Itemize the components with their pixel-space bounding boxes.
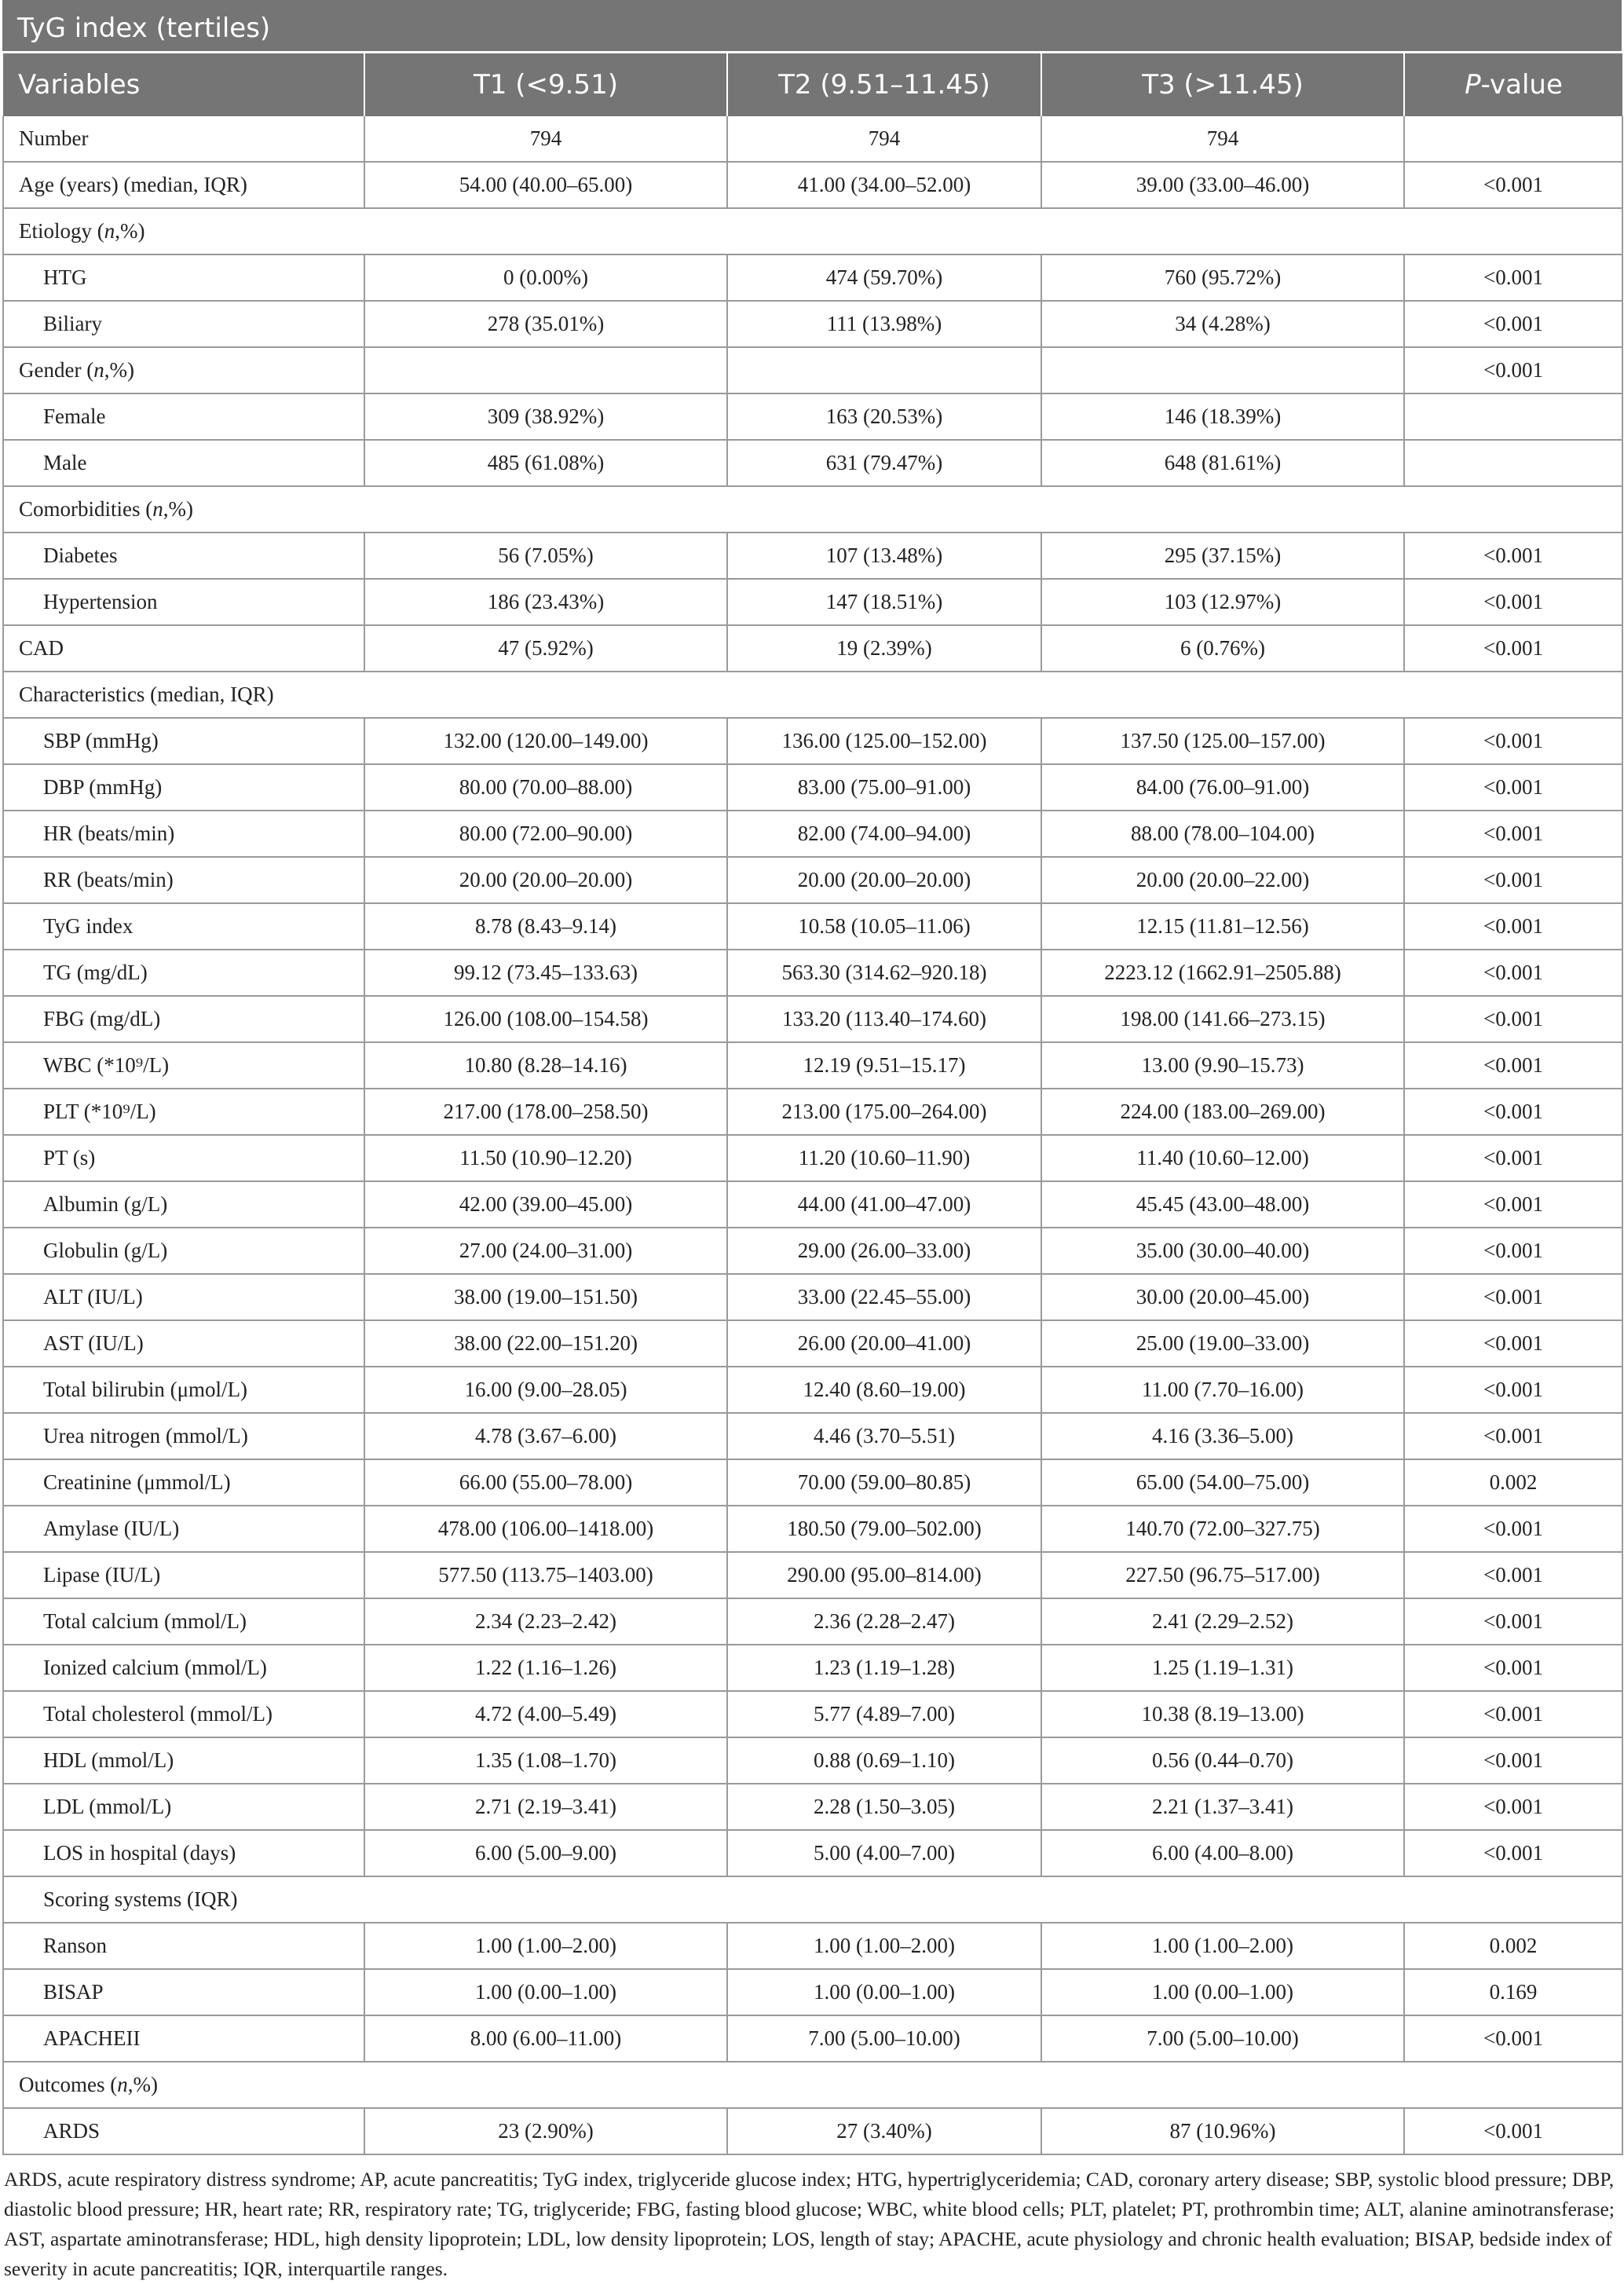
t3-cell: 794 <box>1041 116 1404 162</box>
p-value-cell: <0.001 <box>1404 811 1622 857</box>
section-label: Etiology (n,%) <box>3 208 1622 254</box>
table-row <box>3 393 1622 440</box>
table-row <box>3 1737 1622 1784</box>
p-value-cell <box>1404 116 1622 162</box>
variable-label: SBP (mmHg) <box>3 718 364 764</box>
p-value-cell: 0.002 <box>1404 1459 1622 1506</box>
table-row <box>3 579 1622 625</box>
table-row <box>3 1042 1622 1089</box>
p-value-cell: <0.001 <box>1404 1181 1622 1228</box>
variable-label: Globulin (g/L) <box>3 1228 364 1274</box>
t3-cell: 198.00 (141.66–273.15) <box>1041 996 1404 1042</box>
variable-label: Biliary <box>3 301 364 347</box>
variable-label: Hypertension <box>3 579 364 625</box>
t1-cell: 2.34 (2.23–2.42) <box>364 1598 727 1645</box>
table-row <box>3 1923 1622 1969</box>
variable-label: DBP (mmHg) <box>3 764 364 811</box>
t2-cell: 11.20 (10.60–11.90) <box>727 1135 1041 1181</box>
header-t3: T3 (>11.45) <box>1041 53 1404 116</box>
variable-label: Creatinine (μmmol/L) <box>3 1459 364 1506</box>
variable-label: Ranson <box>3 1923 364 1969</box>
t2-cell: 4.46 (3.70–5.51) <box>727 1413 1041 1459</box>
t1-cell: 6.00 (5.00–9.00) <box>364 1830 727 1876</box>
t1-cell: 47 (5.92%) <box>364 625 727 672</box>
t3-cell: 2.41 (2.29–2.52) <box>1041 1598 1404 1645</box>
variable-label: Age (years) (median, IQR) <box>3 162 364 208</box>
t3-cell: 13.00 (9.90–15.73) <box>1041 1042 1404 1089</box>
p-value-cell <box>1404 393 1622 440</box>
table-row <box>3 116 1622 162</box>
t1-cell: 217.00 (178.00–258.50) <box>364 1089 727 1135</box>
table-row <box>3 950 1622 996</box>
t2-cell: 33.00 (22.45–55.00) <box>727 1274 1041 1320</box>
t1-cell: 1.22 (1.16–1.26) <box>364 1645 727 1691</box>
p-value-cell: <0.001 <box>1404 1089 1622 1135</box>
table-row <box>3 254 1622 301</box>
t2-cell: 290.00 (95.00–814.00) <box>727 1552 1041 1598</box>
table-title: TyG index (tertiles) <box>2 0 1622 53</box>
t3-cell: 45.45 (43.00–48.00) <box>1041 1181 1404 1228</box>
variable-label: TG (mg/dL) <box>3 950 364 996</box>
variable-label: HR (beats/min) <box>3 811 364 857</box>
section-label: Comorbidities (n,%) <box>3 486 1622 533</box>
variable-label: Total bilirubin (μmol/L) <box>3 1367 364 1413</box>
t3-cell: 1.25 (1.19–1.31) <box>1041 1645 1404 1691</box>
p-value-cell: <0.001 <box>1404 579 1622 625</box>
t1-cell: 10.80 (8.28–14.16) <box>364 1042 727 1089</box>
t1-cell: 54.00 (40.00–65.00) <box>364 162 727 208</box>
t2-cell: 631 (79.47%) <box>727 440 1041 486</box>
p-value-cell: <0.001 <box>1404 903 1622 950</box>
t1-cell: 1.00 (0.00–1.00) <box>364 1969 727 2015</box>
t2-cell: 5.77 (4.89–7.00) <box>727 1691 1041 1737</box>
p-value-cell: <0.001 <box>1404 1506 1622 1552</box>
table-row <box>3 2015 1622 2062</box>
table-row <box>3 1228 1622 1274</box>
table-row <box>3 1413 1622 1459</box>
t2-cell: 794 <box>727 116 1041 162</box>
t2-cell: 5.00 (4.00–7.00) <box>727 1830 1041 1876</box>
p-value-cell: <0.001 <box>1404 1645 1622 1691</box>
t2-cell: 474 (59.70%) <box>727 254 1041 301</box>
variable-label: Female <box>3 393 364 440</box>
p-value-cell: <0.001 <box>1404 2015 1622 2062</box>
p-value-cell: <0.001 <box>1404 857 1622 903</box>
p-value-cell: <0.001 <box>1404 1598 1622 1645</box>
t3-cell: 11.40 (10.60–12.00) <box>1041 1135 1404 1181</box>
t3-cell: 295 (37.15%) <box>1041 533 1404 579</box>
table-row <box>3 2108 1622 2154</box>
t3-cell: 88.00 (78.00–104.00) <box>1041 811 1404 857</box>
variable-label: HTG <box>3 254 364 301</box>
t3-cell: 34 (4.28%) <box>1041 301 1404 347</box>
t2-cell: 20.00 (20.00–20.00) <box>727 857 1041 903</box>
table-row <box>3 718 1622 764</box>
t3-cell: 1.00 (1.00–2.00) <box>1041 1923 1404 1969</box>
t2-cell: 147 (18.51%) <box>727 579 1041 625</box>
t1-cell: 478.00 (106.00–1418.00) <box>364 1506 727 1552</box>
t3-cell: 84.00 (76.00–91.00) <box>1041 764 1404 811</box>
p-value-cell: <0.001 <box>1404 347 1622 393</box>
t1-cell: 186 (23.43%) <box>364 579 727 625</box>
table-row <box>3 625 1622 672</box>
p-value-cell: <0.001 <box>1404 1413 1622 1459</box>
table-row <box>3 1598 1622 1645</box>
t2-cell: 70.00 (59.00–80.85) <box>727 1459 1041 1506</box>
p-value-cell: <0.001 <box>1404 533 1622 579</box>
variable-label: CAD <box>3 625 364 672</box>
section-row <box>3 1876 1622 1923</box>
variable-label: APACHEII <box>3 2015 364 2062</box>
t1-cell: 8.00 (6.00–11.00) <box>364 2015 727 2062</box>
variable-label: Diabetes <box>3 533 364 579</box>
variable-label: AST (IU/L) <box>3 1320 364 1367</box>
t3-cell: 227.50 (96.75–517.00) <box>1041 1552 1404 1598</box>
t2-cell: 1.23 (1.19–1.28) <box>727 1645 1041 1691</box>
t1-cell: 126.00 (108.00–154.58) <box>364 996 727 1042</box>
p-value-cell: 0.002 <box>1404 1923 1622 1969</box>
t2-cell: 180.50 (79.00–502.00) <box>727 1506 1041 1552</box>
t2-cell: 2.28 (1.50–3.05) <box>727 1784 1041 1830</box>
t1-cell: 1.00 (1.00–2.00) <box>364 1923 727 1969</box>
variable-label: Albumin (g/L) <box>3 1181 364 1228</box>
variable-label: Total cholesterol (mmol/L) <box>3 1691 364 1737</box>
t2-cell: 12.40 (8.60–19.00) <box>727 1367 1041 1413</box>
t2-cell: 111 (13.98%) <box>727 301 1041 347</box>
table-row <box>3 764 1622 811</box>
t2-cell: 19 (2.39%) <box>727 625 1041 672</box>
t3-cell: 224.00 (183.00–269.00) <box>1041 1089 1404 1135</box>
section-label: Scoring systems (IQR) <box>3 1876 1622 1923</box>
p-value-cell: <0.001 <box>1404 1552 1622 1598</box>
variable-label: BISAP <box>3 1969 364 2015</box>
t1-cell: 66.00 (55.00–78.00) <box>364 1459 727 1506</box>
table-row <box>3 1784 1622 1830</box>
t3-cell: 6.00 (4.00–8.00) <box>1041 1830 1404 1876</box>
t1-cell: 99.12 (73.45–133.63) <box>364 950 727 996</box>
variable-label: Lipase (IU/L) <box>3 1552 364 1598</box>
t3-cell: 39.00 (33.00–46.00) <box>1041 162 1404 208</box>
t3-cell: 1.00 (0.00–1.00) <box>1041 1969 1404 2015</box>
p-value-cell: <0.001 <box>1404 1274 1622 1320</box>
t3-cell: 10.38 (8.19–13.00) <box>1041 1691 1404 1737</box>
t3-cell: 30.00 (20.00–45.00) <box>1041 1274 1404 1320</box>
p-value-cell: <0.001 <box>1404 1784 1622 1830</box>
t1-cell: 16.00 (9.00–28.05) <box>364 1367 727 1413</box>
t1-cell <box>364 347 727 393</box>
variable-label: LDL (mmol/L) <box>3 1784 364 1830</box>
t3-cell: 2.21 (1.37–3.41) <box>1041 1784 1404 1830</box>
p-value-cell: <0.001 <box>1404 1691 1622 1737</box>
p-value-cell: <0.001 <box>1404 1135 1622 1181</box>
variable-label: Gender (n,%) <box>3 347 364 393</box>
section-label: Characteristics (median, IQR) <box>3 672 1622 718</box>
p-value-cell <box>1404 440 1622 486</box>
p-value-cell: <0.001 <box>1404 1830 1622 1876</box>
t3-cell: 87 (10.96%) <box>1041 2108 1404 2154</box>
variable-label: PT (s) <box>3 1135 364 1181</box>
p-value-cell: <0.001 <box>1404 950 1622 996</box>
t1-cell: 794 <box>364 116 727 162</box>
section-row <box>3 672 1622 718</box>
table-row <box>3 1367 1622 1413</box>
t3-cell: 760 (95.72%) <box>1041 254 1404 301</box>
t1-cell: 2.71 (2.19–3.41) <box>364 1784 727 1830</box>
section-row <box>3 208 1622 254</box>
p-value-cell: <0.001 <box>1404 1320 1622 1367</box>
t1-cell: 0 (0.00%) <box>364 254 727 301</box>
variable-label: Ionized calcium (mmol/L) <box>3 1645 364 1691</box>
table-row <box>3 996 1622 1042</box>
t3-cell: 35.00 (30.00–40.00) <box>1041 1228 1404 1274</box>
t2-cell: 12.19 (9.51–15.17) <box>727 1042 1041 1089</box>
t3-cell: 12.15 (11.81–12.56) <box>1041 903 1404 950</box>
t1-cell: 38.00 (22.00–151.20) <box>364 1320 727 1367</box>
p-value-cell: <0.001 <box>1404 254 1622 301</box>
table-row <box>3 347 1622 393</box>
table-container <box>2 0 1622 2284</box>
t1-cell: 8.78 (8.43–9.14) <box>364 903 727 950</box>
t1-cell: 80.00 (72.00–90.00) <box>364 811 727 857</box>
variable-label: Amylase (IU/L) <box>3 1506 364 1552</box>
header-variables: Variables <box>3 53 364 116</box>
t1-cell: 278 (35.01%) <box>364 301 727 347</box>
table-row <box>3 1181 1622 1228</box>
t2-cell: 213.00 (175.00–264.00) <box>727 1089 1041 1135</box>
t2-cell: 163 (20.53%) <box>727 393 1041 440</box>
t1-cell: 38.00 (19.00–151.50) <box>364 1274 727 1320</box>
t2-cell: 1.00 (1.00–2.00) <box>727 1923 1041 1969</box>
t3-cell: 140.70 (72.00–327.75) <box>1041 1506 1404 1552</box>
variable-label: HDL (mmol/L) <box>3 1737 364 1784</box>
table-row <box>3 811 1622 857</box>
table-footnote: ARDS, acute respiratory distress syndrome; AP, acute pancreatitis; TyG index, triglyceride glucose index; HTG, hypertriglyceridemia; CAD, coronary artery disease; SBP, systolic blood pressure; DBP, diastolic blood pressure; HR, heart rate; RR, respiratory rate; TG, triglyceride; FBG, fasting blood glucose; WBC, white blood cells; PLT, platelet; PT, prothrombin time; ALT, alanine aminotransferase; AST, aspartate aminotransferase; HDL, high density lipoprotein; LDL, low density lipoprotein; LOS, length of stay; APACHE, acute physiology and chronic health evaluation; BISAP, bedside index of severity in acute pancreatitis; IQR, interquartile ranges. <box>4 2168 1615 2280</box>
variable-label: Male <box>3 440 364 486</box>
p-value-cell: <0.001 <box>1404 996 1622 1042</box>
variable-label: LOS in hospital (days) <box>3 1830 364 1876</box>
variable-label: ALT (IU/L) <box>3 1274 364 1320</box>
t3-cell: 25.00 (19.00–33.00) <box>1041 1320 1404 1367</box>
t2-cell: 83.00 (75.00–91.00) <box>727 764 1041 811</box>
t1-cell: 577.50 (113.75–1403.00) <box>364 1552 727 1598</box>
t2-cell: 29.00 (26.00–33.00) <box>727 1228 1041 1274</box>
t2-cell: 107 (13.48%) <box>727 533 1041 579</box>
t2-cell: 27 (3.40%) <box>727 2108 1041 2154</box>
t1-cell: 485 (61.08%) <box>364 440 727 486</box>
t2-cell: 1.00 (0.00–1.00) <box>727 1969 1041 2015</box>
t2-cell: 136.00 (125.00–152.00) <box>727 718 1041 764</box>
variable-label: WBC (*10⁹/L) <box>3 1042 364 1089</box>
t1-cell: 132.00 (120.00–149.00) <box>364 718 727 764</box>
t1-cell: 4.78 (3.67–6.00) <box>364 1413 727 1459</box>
table-row <box>3 1320 1622 1367</box>
t2-cell <box>727 347 1041 393</box>
table-row <box>3 1089 1622 1135</box>
variable-label: Urea nitrogen (mmol/L) <box>3 1413 364 1459</box>
t3-cell: 6 (0.76%) <box>1041 625 1404 672</box>
p-value-cell: <0.001 <box>1404 1228 1622 1274</box>
variable-label: ARDS <box>3 2108 364 2154</box>
table-body <box>3 116 1622 2154</box>
t2-cell: 7.00 (5.00–10.00) <box>727 2015 1041 2062</box>
table-row <box>3 1274 1622 1320</box>
header-row <box>3 53 1622 116</box>
section-row <box>3 2062 1622 2108</box>
table-row <box>3 1135 1622 1181</box>
table-row <box>3 857 1622 903</box>
t1-cell: 23 (2.90%) <box>364 2108 727 2154</box>
p-value-cell: <0.001 <box>1404 764 1622 811</box>
t2-cell: 44.00 (41.00–47.00) <box>727 1181 1041 1228</box>
t2-cell: 10.58 (10.05–11.06) <box>727 903 1041 950</box>
p-value-cell: 0.169 <box>1404 1969 1622 2015</box>
header-p-value: P-value <box>1404 53 1622 116</box>
variable-label: PLT (*10⁹/L) <box>3 1089 364 1135</box>
t2-cell: 2.36 (2.28–2.47) <box>727 1598 1041 1645</box>
t3-cell: 137.50 (125.00–157.00) <box>1041 718 1404 764</box>
t2-cell: 26.00 (20.00–41.00) <box>727 1320 1041 1367</box>
t2-cell: 41.00 (34.00–52.00) <box>727 162 1041 208</box>
table-row <box>3 1459 1622 1506</box>
table-row <box>3 903 1622 950</box>
variable-label: FBG (mg/dL) <box>3 996 364 1042</box>
data-table <box>2 53 1623 2155</box>
t2-cell: 0.88 (0.69–1.10) <box>727 1737 1041 1784</box>
t2-cell: 82.00 (74.00–94.00) <box>727 811 1041 857</box>
t1-cell: 309 (38.92%) <box>364 393 727 440</box>
t3-cell: 11.00 (7.70–16.00) <box>1041 1367 1404 1413</box>
section-row <box>3 486 1622 533</box>
t1-cell: 27.00 (24.00–31.00) <box>364 1228 727 1274</box>
t2-cell: 563.30 (314.62–920.18) <box>727 950 1041 996</box>
variable-label: Number <box>3 116 364 162</box>
p-value-cell: <0.001 <box>1404 1737 1622 1784</box>
p-value-cell: <0.001 <box>1404 301 1622 347</box>
table-row <box>3 440 1622 486</box>
variable-label: TyG index <box>3 903 364 950</box>
p-value-cell: <0.001 <box>1404 2108 1622 2154</box>
t3-cell: 103 (12.97%) <box>1041 579 1404 625</box>
t3-cell: 0.56 (0.44–0.70) <box>1041 1737 1404 1784</box>
table-row <box>3 301 1622 347</box>
t3-cell: 65.00 (54.00–75.00) <box>1041 1459 1404 1506</box>
section-label: Outcomes (n,%) <box>3 2062 1622 2108</box>
t1-cell: 1.35 (1.08–1.70) <box>364 1737 727 1784</box>
table-row <box>3 1506 1622 1552</box>
p-value-cell: <0.001 <box>1404 718 1622 764</box>
variable-label: Total calcium (mmol/L) <box>3 1598 364 1645</box>
t1-cell: 20.00 (20.00–20.00) <box>364 857 727 903</box>
t2-cell: 133.20 (113.40–174.60) <box>727 996 1041 1042</box>
t1-cell: 11.50 (10.90–12.20) <box>364 1135 727 1181</box>
p-value-cell: <0.001 <box>1404 162 1622 208</box>
t3-cell: 2223.12 (1662.91–2505.88) <box>1041 950 1404 996</box>
t3-cell: 648 (81.61%) <box>1041 440 1404 486</box>
header-t2: T2 (9.51–11.45) <box>727 53 1041 116</box>
p-value-cell: <0.001 <box>1404 625 1622 672</box>
t3-cell: 20.00 (20.00–22.00) <box>1041 857 1404 903</box>
p-value-cell: <0.001 <box>1404 1042 1622 1089</box>
t1-cell: 42.00 (39.00–45.00) <box>364 1181 727 1228</box>
table-row <box>3 1830 1622 1876</box>
table-row <box>3 533 1622 579</box>
t3-cell <box>1041 347 1404 393</box>
header-t1: T1 (<9.51) <box>364 53 727 116</box>
variable-label: RR (beats/min) <box>3 857 364 903</box>
table-row <box>3 162 1622 208</box>
t1-cell: 56 (7.05%) <box>364 533 727 579</box>
t3-cell: 7.00 (5.00–10.00) <box>1041 2015 1404 2062</box>
p-value-cell: <0.001 <box>1404 1367 1622 1413</box>
table-row <box>3 1645 1622 1691</box>
table-row <box>3 1552 1622 1598</box>
t3-cell: 4.16 (3.36–5.00) <box>1041 1413 1404 1459</box>
t1-cell: 80.00 (70.00–88.00) <box>364 764 727 811</box>
t3-cell: 146 (18.39%) <box>1041 393 1404 440</box>
t1-cell: 4.72 (4.00–5.49) <box>364 1691 727 1737</box>
table-row <box>3 1969 1622 2015</box>
table-row <box>3 1691 1622 1737</box>
